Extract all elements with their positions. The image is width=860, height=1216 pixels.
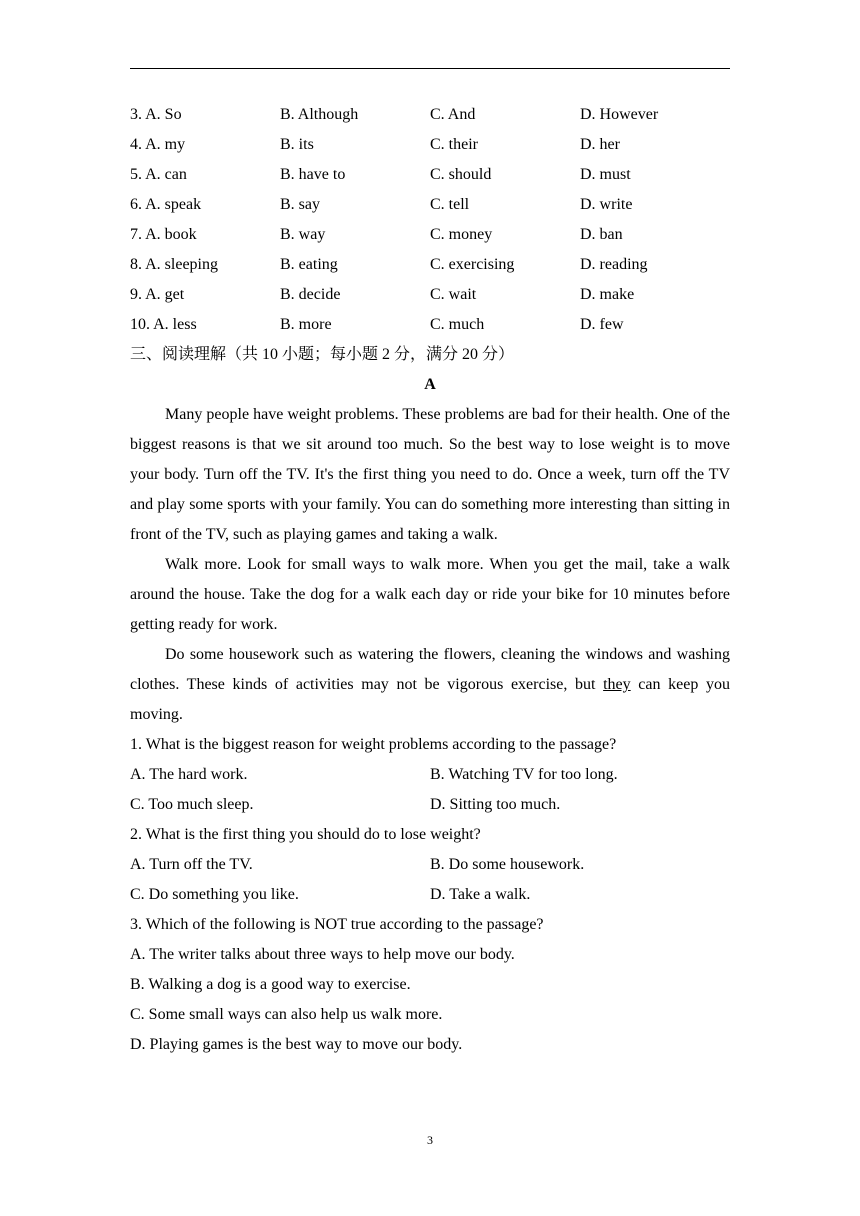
option-d: D. must — [580, 166, 631, 183]
option-d: D. ban — [580, 226, 623, 243]
answer-option: D. Take a walk. — [430, 886, 531, 903]
option-a: 7. A. book — [130, 226, 197, 243]
option-d: D. make — [580, 286, 635, 303]
answer-option: D. Playing games is the best way to move our body. — [130, 1036, 463, 1053]
option-row — [130, 190, 730, 220]
option-b: B. decide — [280, 286, 341, 303]
answer-option: C. Do something you like. — [130, 886, 299, 903]
passage-paragraph: Walk more. Look for small ways to walk more. When you get the mail, take a walk around the house. Take the dog for a walk each day or ride your bike for 10 minutes before getting ready for work. — [130, 556, 730, 633]
answer-option: C. Some small ways can also help us walk more. — [130, 1006, 443, 1023]
answer-option: A. The hard work. — [130, 766, 248, 783]
cloze-options — [130, 100, 730, 340]
option-row — [130, 130, 730, 160]
section-heading: 三、阅读理解（共 10 小题；每小题 2 分，满分 20 分） — [130, 346, 515, 363]
question — [130, 910, 730, 1060]
page-content — [130, 100, 730, 1060]
answer-option: B. Walking a dog is a good way to exercise. — [130, 976, 411, 993]
option-c: C. wait — [430, 286, 477, 303]
underlined-word: they — [603, 676, 631, 693]
passage-paragraph — [130, 640, 730, 730]
answer-option: D. Sitting too much. — [430, 796, 561, 813]
option-b: B. eating — [280, 256, 338, 273]
option-c: C. much — [430, 316, 485, 333]
passage-label: A — [424, 376, 436, 393]
option-row — [130, 280, 730, 310]
option-c: C. tell — [430, 196, 470, 213]
question-options — [130, 850, 730, 910]
option-b: B. Although — [280, 106, 359, 123]
option-d: D. However — [580, 106, 659, 123]
option-b: B. say — [280, 196, 320, 213]
option-a: 3. A. So — [130, 106, 182, 123]
option-row — [130, 220, 730, 250]
answer-option: A. The writer talks about three ways to help move our body. — [130, 946, 515, 963]
option-c: C. their — [430, 136, 478, 153]
option-d: D. her — [580, 136, 620, 153]
passage-paragraph: Many people have weight problems. These problems are bad for their health. One of the biggest reasons is that we sit around too much. So the best way to lose weight is to move your body. Turn off the TV. It's the first thing you need to do. Once a week, turn off the TV and play some sports with your family. You can do something more interesting than sitting in front of the TV, such as playing games and taking a walk. — [130, 406, 730, 543]
option-a: 9. A. get — [130, 286, 185, 303]
answer-option: A. Turn off the TV. — [130, 856, 253, 873]
question — [130, 820, 730, 910]
option-row — [130, 160, 730, 190]
option-a: 8. A. sleeping — [130, 256, 218, 273]
option-b: B. have to — [280, 166, 346, 183]
option-a: 5. A. can — [130, 166, 187, 183]
question — [130, 730, 730, 820]
option-d: D. few — [580, 316, 624, 333]
question-stem: 3. Which of the following is NOT true according to the passage? — [130, 916, 544, 933]
option-a: 6. A. speak — [130, 196, 202, 213]
question-options — [130, 760, 730, 820]
option-c: C. should — [430, 166, 492, 183]
header-rule — [130, 68, 730, 69]
option-b: B. more — [280, 316, 332, 333]
paragraph-text: Do some housework such as watering the flowers, cleaning the windows and washing clothes. These kinds of activities may not be vigorous exercise, but — [130, 646, 730, 693]
option-a: 4. A. my — [130, 136, 186, 153]
question-stem: 1. What is the biggest reason for weight problems according to the passage? — [130, 736, 617, 753]
paragraph-text: can keep you moving. — [130, 676, 731, 723]
option-c: C. money — [430, 226, 493, 243]
option-b: B. its — [280, 136, 314, 153]
option-d: D. reading — [580, 256, 648, 273]
option-c: C. And — [430, 106, 476, 123]
answer-option: C. Too much sleep. — [130, 796, 254, 813]
answer-option: B. Watching TV for too long. — [430, 766, 618, 783]
page-number: 3 — [427, 1133, 433, 1147]
option-b: B. way — [280, 226, 326, 243]
option-d: D. write — [580, 196, 633, 213]
question-stem: 2. What is the first thing you should do to lose weight? — [130, 826, 481, 843]
option-row — [130, 310, 730, 340]
option-row — [130, 250, 730, 280]
option-c: C. exercising — [430, 256, 515, 273]
option-row — [130, 100, 730, 130]
answer-option: B. Do some housework. — [430, 856, 585, 873]
option-a: 10. A. less — [130, 316, 197, 333]
